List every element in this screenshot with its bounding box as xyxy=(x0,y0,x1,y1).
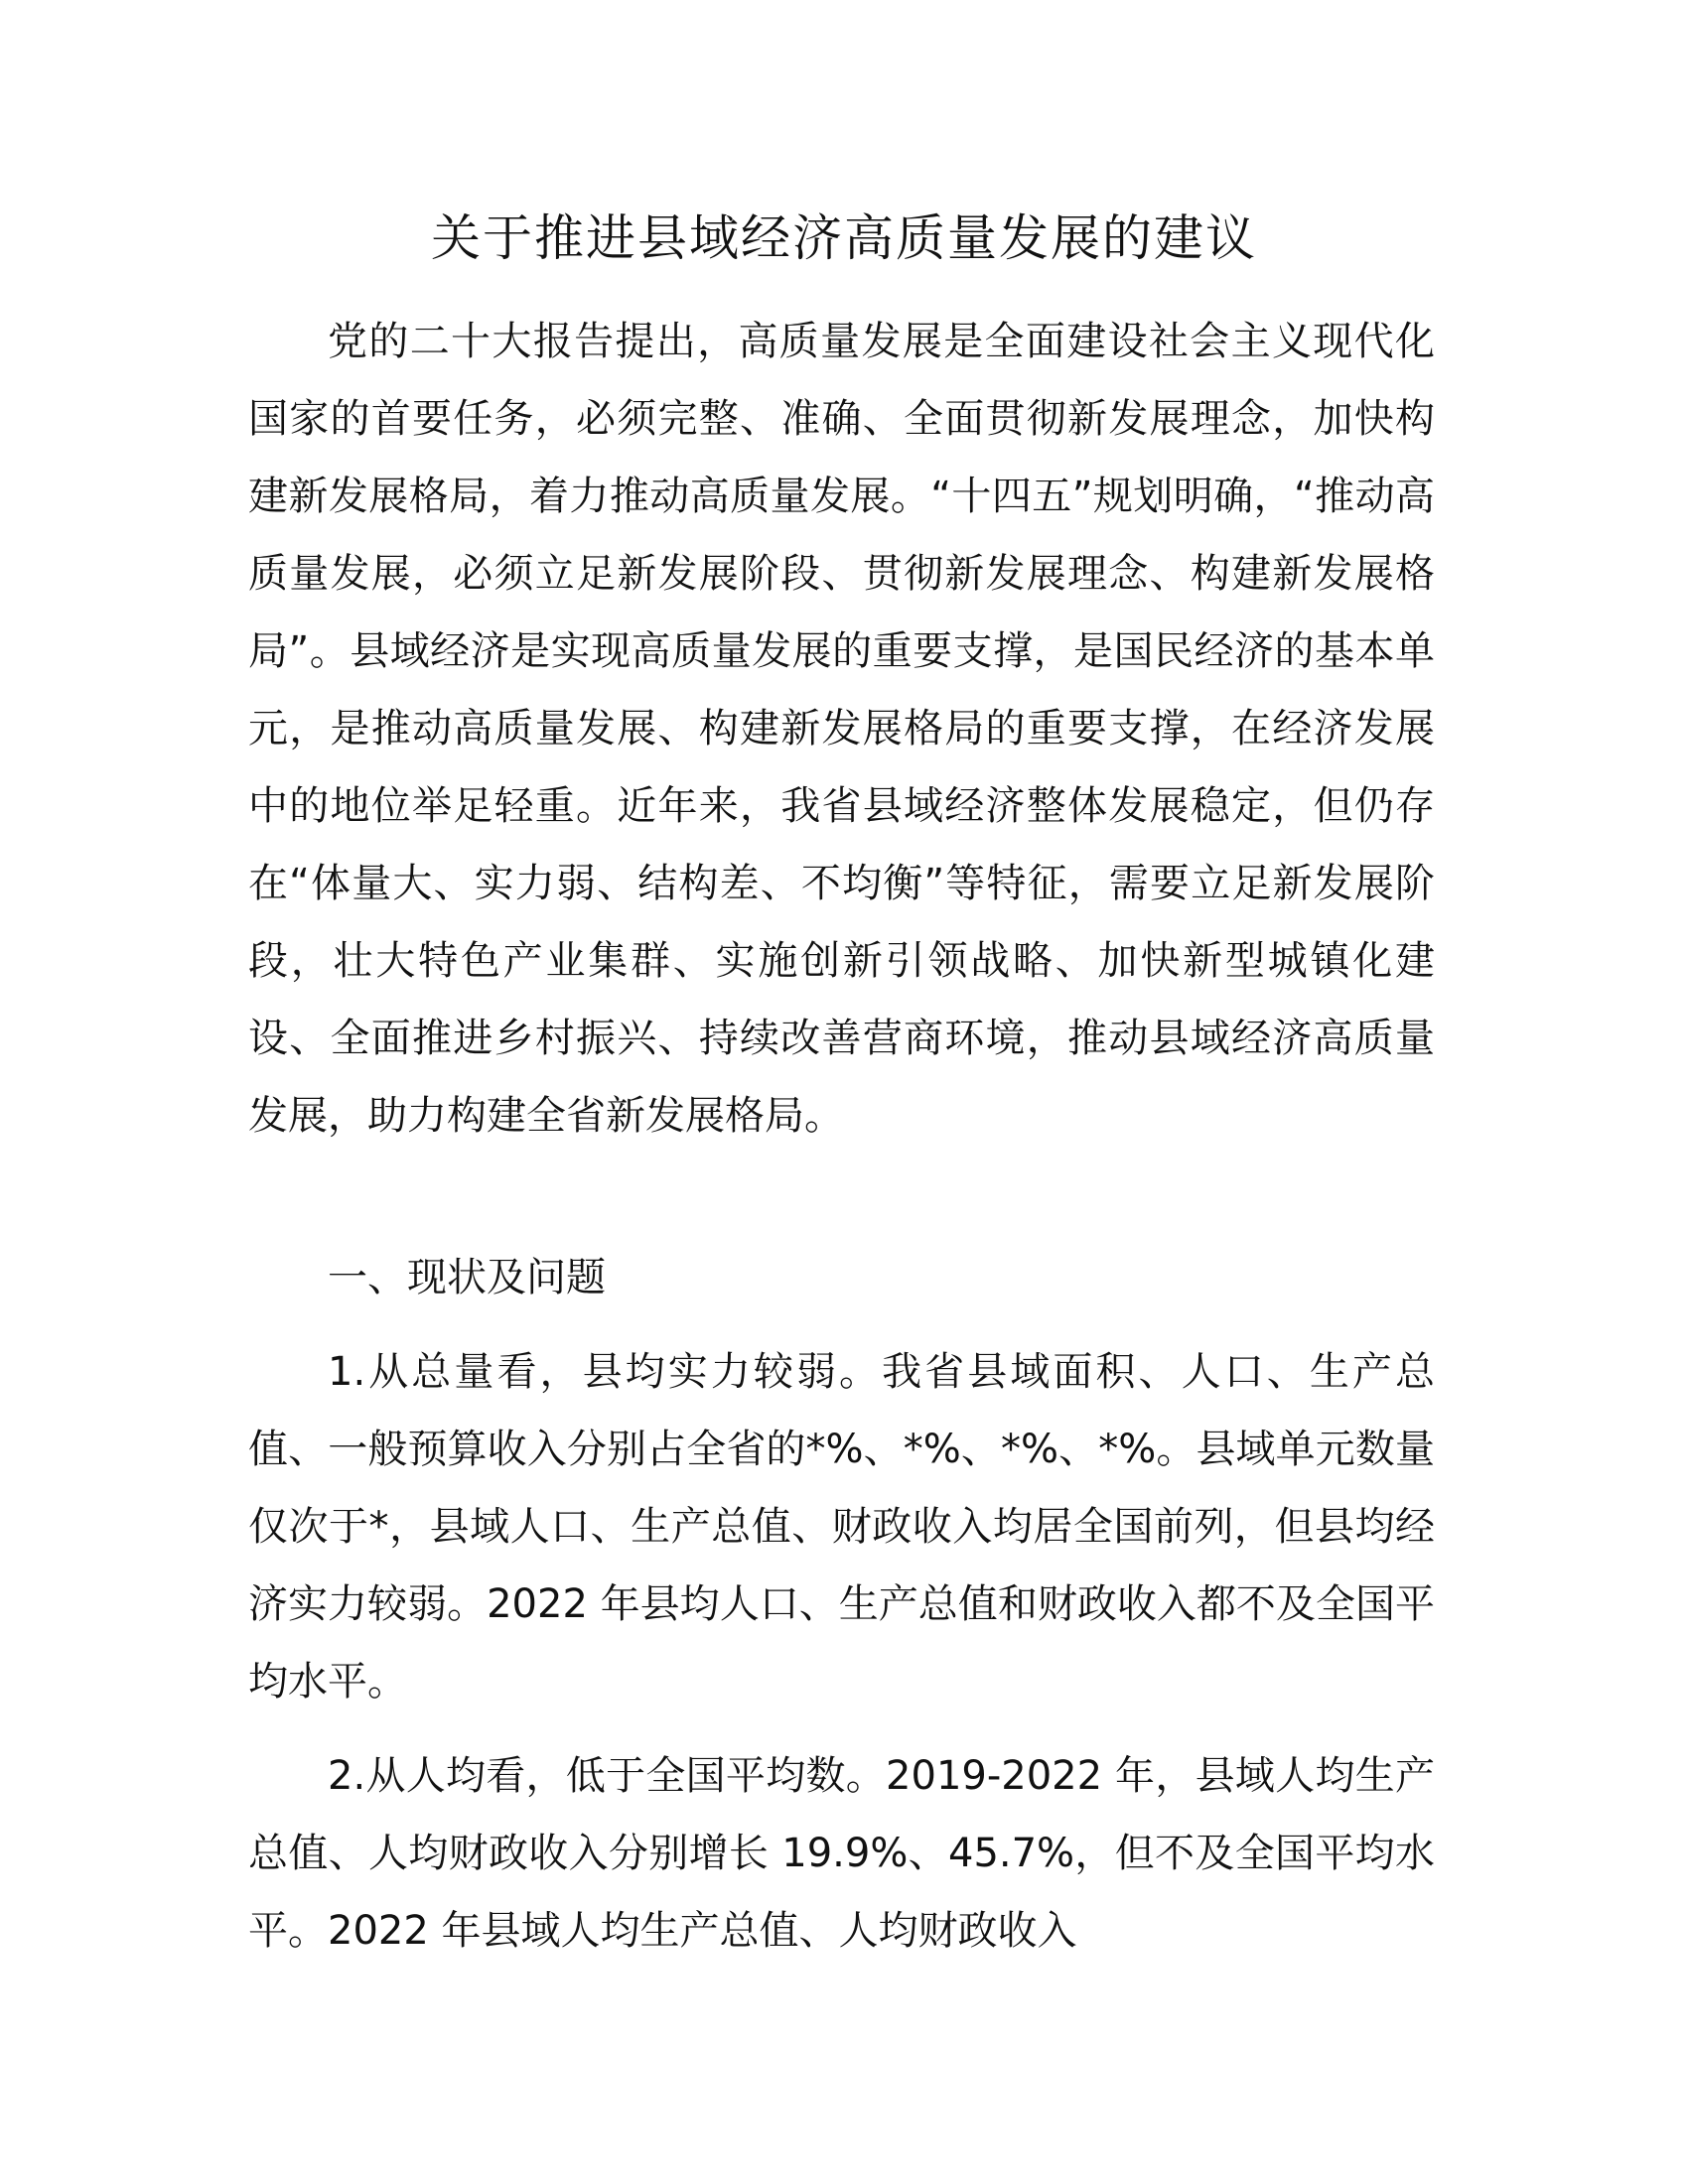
section-heading-status: 一、现状及问题 xyxy=(328,1255,606,1300)
paragraph-per-capita: 2.从人均看，低于全国平均数。2019-2022 年，县域人均生产总值、人均财政收入分别增长 19.9%、45.7%，但不及全国平均水平。2022 年县域人均生产总值、人均财政收入 xyxy=(248,1753,1435,1954)
document-title: 关于推进县域经济高质量发展的建议 xyxy=(431,209,1257,267)
paragraph-intro: 党的二十大报告提出，高质量发展是全面建设社会主义现代化国家的首要任务，必须完整、准确、全面贯彻新发展理念，加快构建新发展格局，着力推动高质量发展。“十四五”规划明确，“推动高质量发展，必须立足新发展阶段、贯彻新发展理念、构建新发展格局”。县域经济是实现高质量发展的重要支撑，是国民经济的基本单元，是推动高质量发展、构建新发展格局的重要支撑，在经济发展中的地位举足轻重。近年来，我省县域经济整体发展稳定，但仍存在“体量大、实力弱、结构差、不均衡”等特征，需要立足新发展阶段，壮大特色产业集群、实施创新引领战略、加快新型城镇化建设、全面推进乡村振兴、持续改善营商环境，推动县域经济高质量发展，助力构建全省新发展格局。 xyxy=(248,319,1435,1139)
paragraph-total-volume: 1.从总量看，县均实力较弱。我省县域面积、人口、生产总值、一般预算收入分别占全省的*%、*%、*%、*%。县域单元数量仅次于*，县域人口、生产总值、财政收入均居全国前列，但县均经济实力较弱。2022 年县均人口、生产总值和财政收入都不及全国平均水平。 xyxy=(248,1349,1435,1705)
